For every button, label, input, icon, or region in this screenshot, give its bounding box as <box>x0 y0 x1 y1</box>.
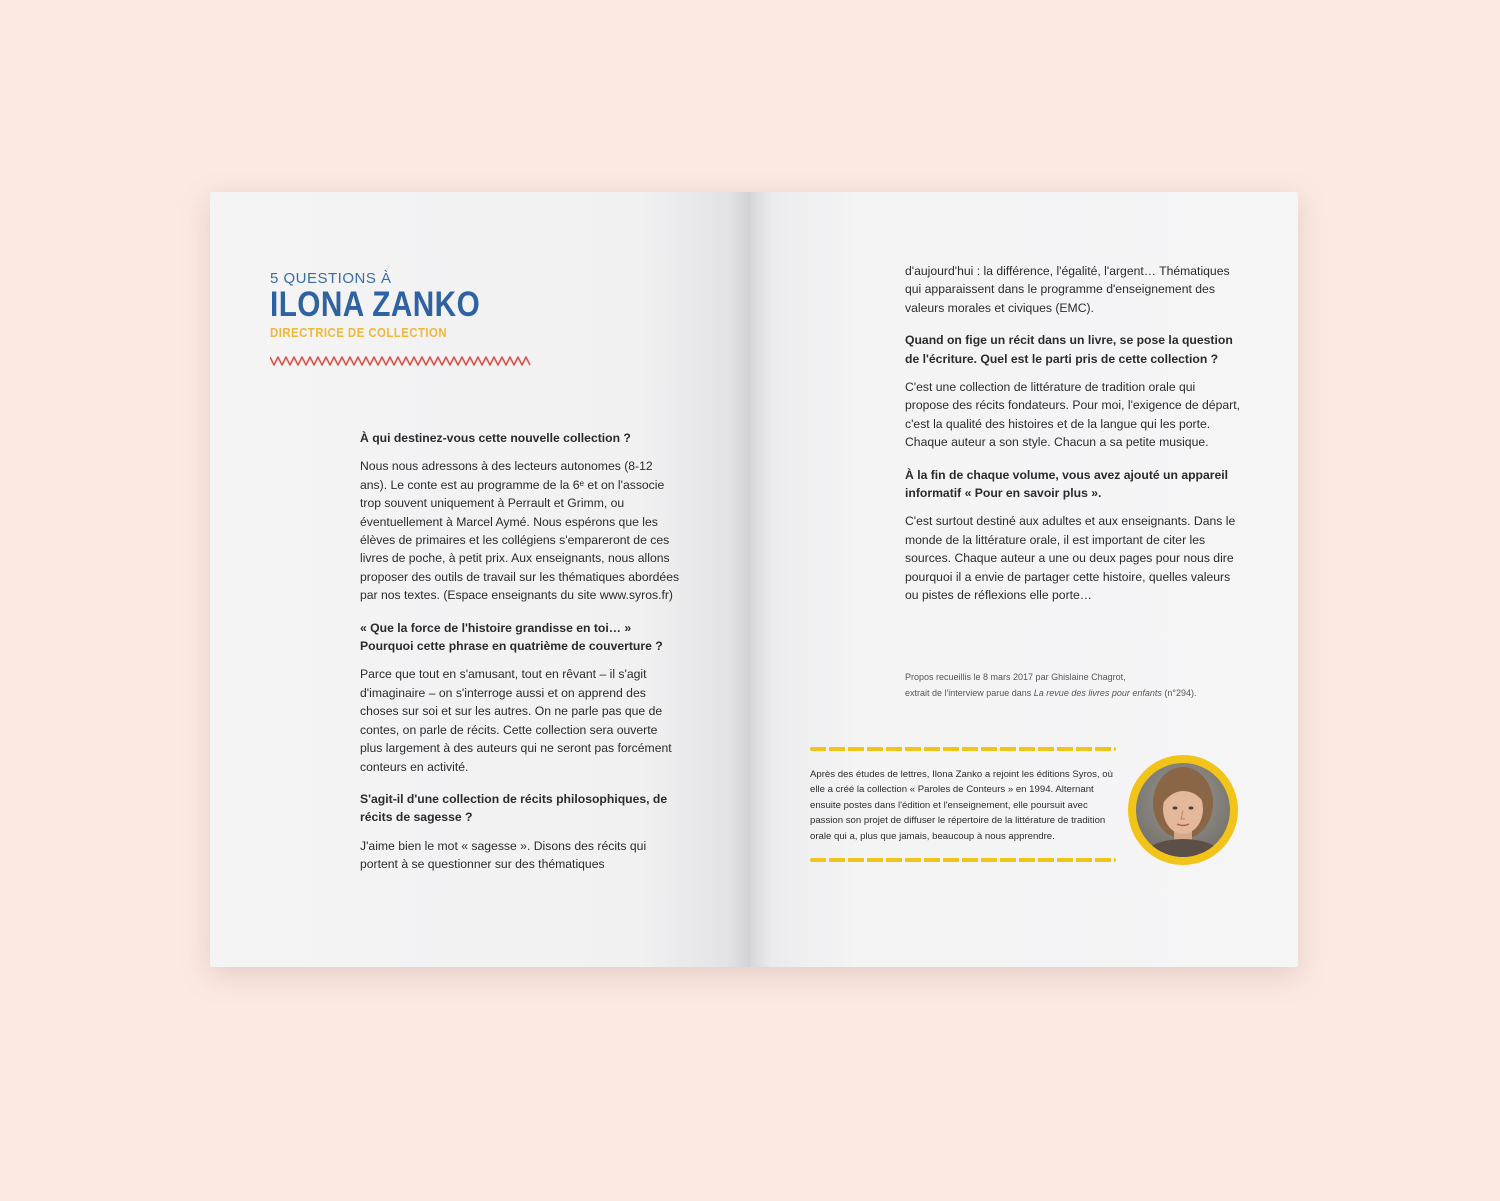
portrait-avatar <box>1128 755 1238 865</box>
zigzag-line <box>270 357 530 365</box>
bio-bottom-dashed-rule <box>810 858 1116 862</box>
answer-3-continued: d'aujourd'hui : la différence, l'égalité, l'argent… Thématiques qui apparaissent dans le programme d'enseignement des valeurs morales et civiques (EMC). <box>905 264 1230 315</box>
question-5: À la fin de chaque volume, vous avez ajouté un appareil informatif « Pour en savoir plus ». <box>905 467 1229 501</box>
left-text-column <box>360 429 680 888</box>
interviewee-role: DIRECTRICE DE COLLECTION <box>270 325 448 340</box>
question-4: Quand on fige un récit dans un livre, se pose la question de l'écriture. Quel est le parti pris de cette collection ? <box>905 333 1233 366</box>
credit-publication: La revue des livres pour enfants <box>1033 688 1162 698</box>
interview-credit <box>905 669 1245 701</box>
bio-text: Après des études de lettres, Ilona Zanko a rejoint les éditions Syros, où elle a créé la collection « Paroles de Conteurs » en 1994. Alternant ensuite postes dans l'édition et l'enseignement, elle poursuit avec passion son projet de diffuser le répertoire de la littérature de tradition orale qui a, plus que jamais, beaucoup à nous apprendre. <box>810 769 1113 842</box>
right-text-column <box>905 262 1240 619</box>
interview-heading <box>270 270 517 340</box>
answer-4: C'est une collection de littérature de tradition orale qui propose des récits fondateurs. Pour moi, l'exigence de départ, c'est la qualité des histoires et de la langue qui les porte. Chaque auteur a son style. Chacun a sa petite musique. <box>905 380 1240 450</box>
zigzag-divider <box>270 354 532 368</box>
question-1: À qui destinez-vous cette nouvelle collection ? <box>360 431 631 445</box>
answer-1: Nous nous adressons à des lecteurs autonomes (8-12 ans). Le conte est au programme de la 6ᵉ et on l'associe trop souvent uniquement à Perrault et Grimm, ou éventuellement à Marcel Aymé. Nous espérons que les élèves de primaires et les collégiens s'empareront de ces livres de poche, à petit prix. Aux enseignants, nous allons proposer des outils de travail sur les thématiques abordées par nos textes. (Espace enseignants du site www.syros.fr) <box>360 459 680 603</box>
portrait-eye-left <box>1173 807 1178 810</box>
portrait-eye-right <box>1189 807 1194 810</box>
heading-kicker: 5 QUESTIONS À <box>270 270 392 287</box>
bio-box <box>810 747 1120 862</box>
credit-line-1: Propos recueillis le 8 mars 2017 par Ghislaine Chagrot, <box>905 672 1126 682</box>
answer-3: J'aime bien le mot « sagesse ». Disons des récits qui portent à se questionner sur des thématiques <box>360 838 647 872</box>
bio-top-dashed-rule <box>810 747 1116 751</box>
magazine-spread <box>210 192 1298 967</box>
question-3: S'agit-il d'une collection de récits philosophiques, de récits de sagesse ? <box>360 791 668 825</box>
right-page <box>750 192 1298 967</box>
left-page <box>210 192 750 967</box>
answer-5: C'est surtout destiné aux adultes et aux enseignants. Dans le monde de la littérature orale, il est important de citer les sources. Chaque auteur a une ou deux pages pour nous dire pourquoi il a envie de partager cette histoire, quelles valeurs ou pistes de réflexions elle porte… <box>905 514 1236 603</box>
question-2: « Que la force de l'histoire grandisse en toi… » Pourquoi cette phrase en quatrième de couverture ? <box>360 620 663 654</box>
interviewee-name: ILONA ZANKO <box>270 285 481 324</box>
credit-suffix: (n°294). <box>1161 688 1197 698</box>
credit-line-2 <box>905 685 1245 701</box>
answer-2: Parce que tout en s'amusant, tout en rêvant – il s'agit d'imaginaire – on s'interroge aussi et on apprend des choses sur soi et sur les autres. On ne parle pas que de contes, on parle de récits. Cette collection sera ouverte plus largement à des auteurs qui ne seront pas forcément conteurs en activité. <box>360 667 672 774</box>
portrait-photo <box>1136 763 1230 857</box>
credit-prefix: extrait de l'interview parue dans <box>905 688 1034 698</box>
